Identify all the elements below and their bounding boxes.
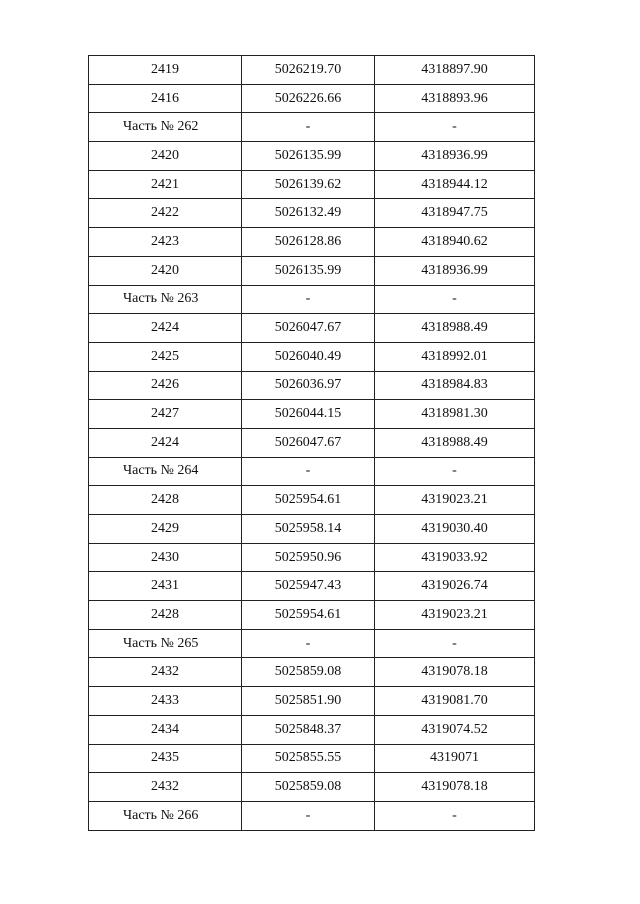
point-number-cell: 2435 <box>89 744 242 773</box>
x-coordinate-cell: 5025848.37 <box>242 715 375 744</box>
point-number-cell: 2426 <box>89 371 242 400</box>
y-coordinate-cell: 4319030.40 <box>375 515 535 544</box>
y-coordinate-cell: 4319023.21 <box>375 486 535 515</box>
table-row <box>89 486 535 515</box>
y-coordinate-cell: 4318981.30 <box>375 400 535 429</box>
part-header-row <box>89 285 535 314</box>
table-row <box>89 84 535 113</box>
table-row <box>89 773 535 802</box>
y-coordinate-cell: - <box>375 801 535 830</box>
y-coordinate-cell: 4319071 <box>375 744 535 773</box>
y-coordinate-cell: 4318897.90 <box>375 56 535 85</box>
y-coordinate-cell: 4318893.96 <box>375 84 535 113</box>
part-header-row <box>89 113 535 142</box>
y-coordinate-cell: - <box>375 629 535 658</box>
x-coordinate-cell: 5026219.70 <box>242 56 375 85</box>
y-coordinate-cell: 4318988.49 <box>375 428 535 457</box>
table-row <box>89 400 535 429</box>
x-coordinate-cell: - <box>242 457 375 486</box>
point-number-cell: 2424 <box>89 314 242 343</box>
x-coordinate-cell: 5025947.43 <box>242 572 375 601</box>
x-coordinate-cell: - <box>242 113 375 142</box>
y-coordinate-cell: - <box>375 457 535 486</box>
coordinates-table <box>88 55 535 831</box>
point-number-cell: 2421 <box>89 170 242 199</box>
point-number-cell: 2427 <box>89 400 242 429</box>
y-coordinate-cell: 4318940.62 <box>375 228 535 257</box>
x-coordinate-cell: 5025851.90 <box>242 687 375 716</box>
y-coordinate-cell: 4318988.49 <box>375 314 535 343</box>
x-coordinate-cell: 5025855.55 <box>242 744 375 773</box>
y-coordinate-cell: 4318984.83 <box>375 371 535 400</box>
table-row <box>89 314 535 343</box>
part-header-row <box>89 629 535 658</box>
point-number-cell: 2432 <box>89 658 242 687</box>
point-number-cell: 2424 <box>89 428 242 457</box>
y-coordinate-cell: 4318936.99 <box>375 142 535 171</box>
point-number-cell: 2429 <box>89 515 242 544</box>
table-row <box>89 572 535 601</box>
table-row <box>89 658 535 687</box>
part-label-cell: Часть № 264 <box>89 457 242 486</box>
table-row <box>89 228 535 257</box>
x-coordinate-cell: 5026047.67 <box>242 314 375 343</box>
part-label-cell: Часть № 262 <box>89 113 242 142</box>
point-number-cell: 2430 <box>89 543 242 572</box>
table-row <box>89 543 535 572</box>
table-row <box>89 199 535 228</box>
x-coordinate-cell: 5026139.62 <box>242 170 375 199</box>
part-header-row <box>89 801 535 830</box>
point-number-cell: 2422 <box>89 199 242 228</box>
y-coordinate-cell: 4319078.18 <box>375 773 535 802</box>
x-coordinate-cell: 5026135.99 <box>242 142 375 171</box>
point-number-cell: 2425 <box>89 342 242 371</box>
y-coordinate-cell: 4319026.74 <box>375 572 535 601</box>
x-coordinate-cell: 5026036.97 <box>242 371 375 400</box>
table-row <box>89 515 535 544</box>
y-coordinate-cell: 4318992.01 <box>375 342 535 371</box>
table-row <box>89 371 535 400</box>
point-number-cell: 2420 <box>89 256 242 285</box>
y-coordinate-cell: 4318936.99 <box>375 256 535 285</box>
table-row <box>89 744 535 773</box>
point-number-cell: 2428 <box>89 486 242 515</box>
point-number-cell: 2420 <box>89 142 242 171</box>
x-coordinate-cell: 5025950.96 <box>242 543 375 572</box>
x-coordinate-cell: 5026132.49 <box>242 199 375 228</box>
table-row <box>89 601 535 630</box>
point-number-cell: 2416 <box>89 84 242 113</box>
part-label-cell: Часть № 266 <box>89 801 242 830</box>
part-label-cell: Часть № 265 <box>89 629 242 658</box>
point-number-cell: 2434 <box>89 715 242 744</box>
table-row <box>89 142 535 171</box>
y-coordinate-cell: - <box>375 285 535 314</box>
point-number-cell: 2419 <box>89 56 242 85</box>
y-coordinate-cell: 4319078.18 <box>375 658 535 687</box>
x-coordinate-cell: 5026226.66 <box>242 84 375 113</box>
y-coordinate-cell: 4319074.52 <box>375 715 535 744</box>
x-coordinate-cell: 5025954.61 <box>242 486 375 515</box>
table-row <box>89 342 535 371</box>
x-coordinate-cell: 5026047.67 <box>242 428 375 457</box>
point-number-cell: 2431 <box>89 572 242 601</box>
point-number-cell: 2433 <box>89 687 242 716</box>
y-coordinate-cell: 4318944.12 <box>375 170 535 199</box>
table-row <box>89 428 535 457</box>
y-coordinate-cell: 4319023.21 <box>375 601 535 630</box>
point-number-cell: 2428 <box>89 601 242 630</box>
x-coordinate-cell: 5026040.49 <box>242 342 375 371</box>
x-coordinate-cell: 5025954.61 <box>242 601 375 630</box>
table-row <box>89 170 535 199</box>
point-number-cell: 2423 <box>89 228 242 257</box>
x-coordinate-cell: 5025859.08 <box>242 658 375 687</box>
y-coordinate-cell: 4319081.70 <box>375 687 535 716</box>
x-coordinate-cell: 5026128.86 <box>242 228 375 257</box>
table-row <box>89 56 535 85</box>
x-coordinate-cell: 5025958.14 <box>242 515 375 544</box>
y-coordinate-cell: - <box>375 113 535 142</box>
point-number-cell: 2432 <box>89 773 242 802</box>
part-label-cell: Часть № 263 <box>89 285 242 314</box>
table-row <box>89 256 535 285</box>
y-coordinate-cell: 4319033.92 <box>375 543 535 572</box>
x-coordinate-cell: 5025859.08 <box>242 773 375 802</box>
x-coordinate-cell: - <box>242 801 375 830</box>
x-coordinate-cell: - <box>242 629 375 658</box>
part-header-row <box>89 457 535 486</box>
table-row <box>89 715 535 744</box>
x-coordinate-cell: 5026135.99 <box>242 256 375 285</box>
y-coordinate-cell: 4318947.75 <box>375 199 535 228</box>
coordinates-table-body <box>89 56 535 831</box>
table-row <box>89 687 535 716</box>
x-coordinate-cell: 5026044.15 <box>242 400 375 429</box>
x-coordinate-cell: - <box>242 285 375 314</box>
